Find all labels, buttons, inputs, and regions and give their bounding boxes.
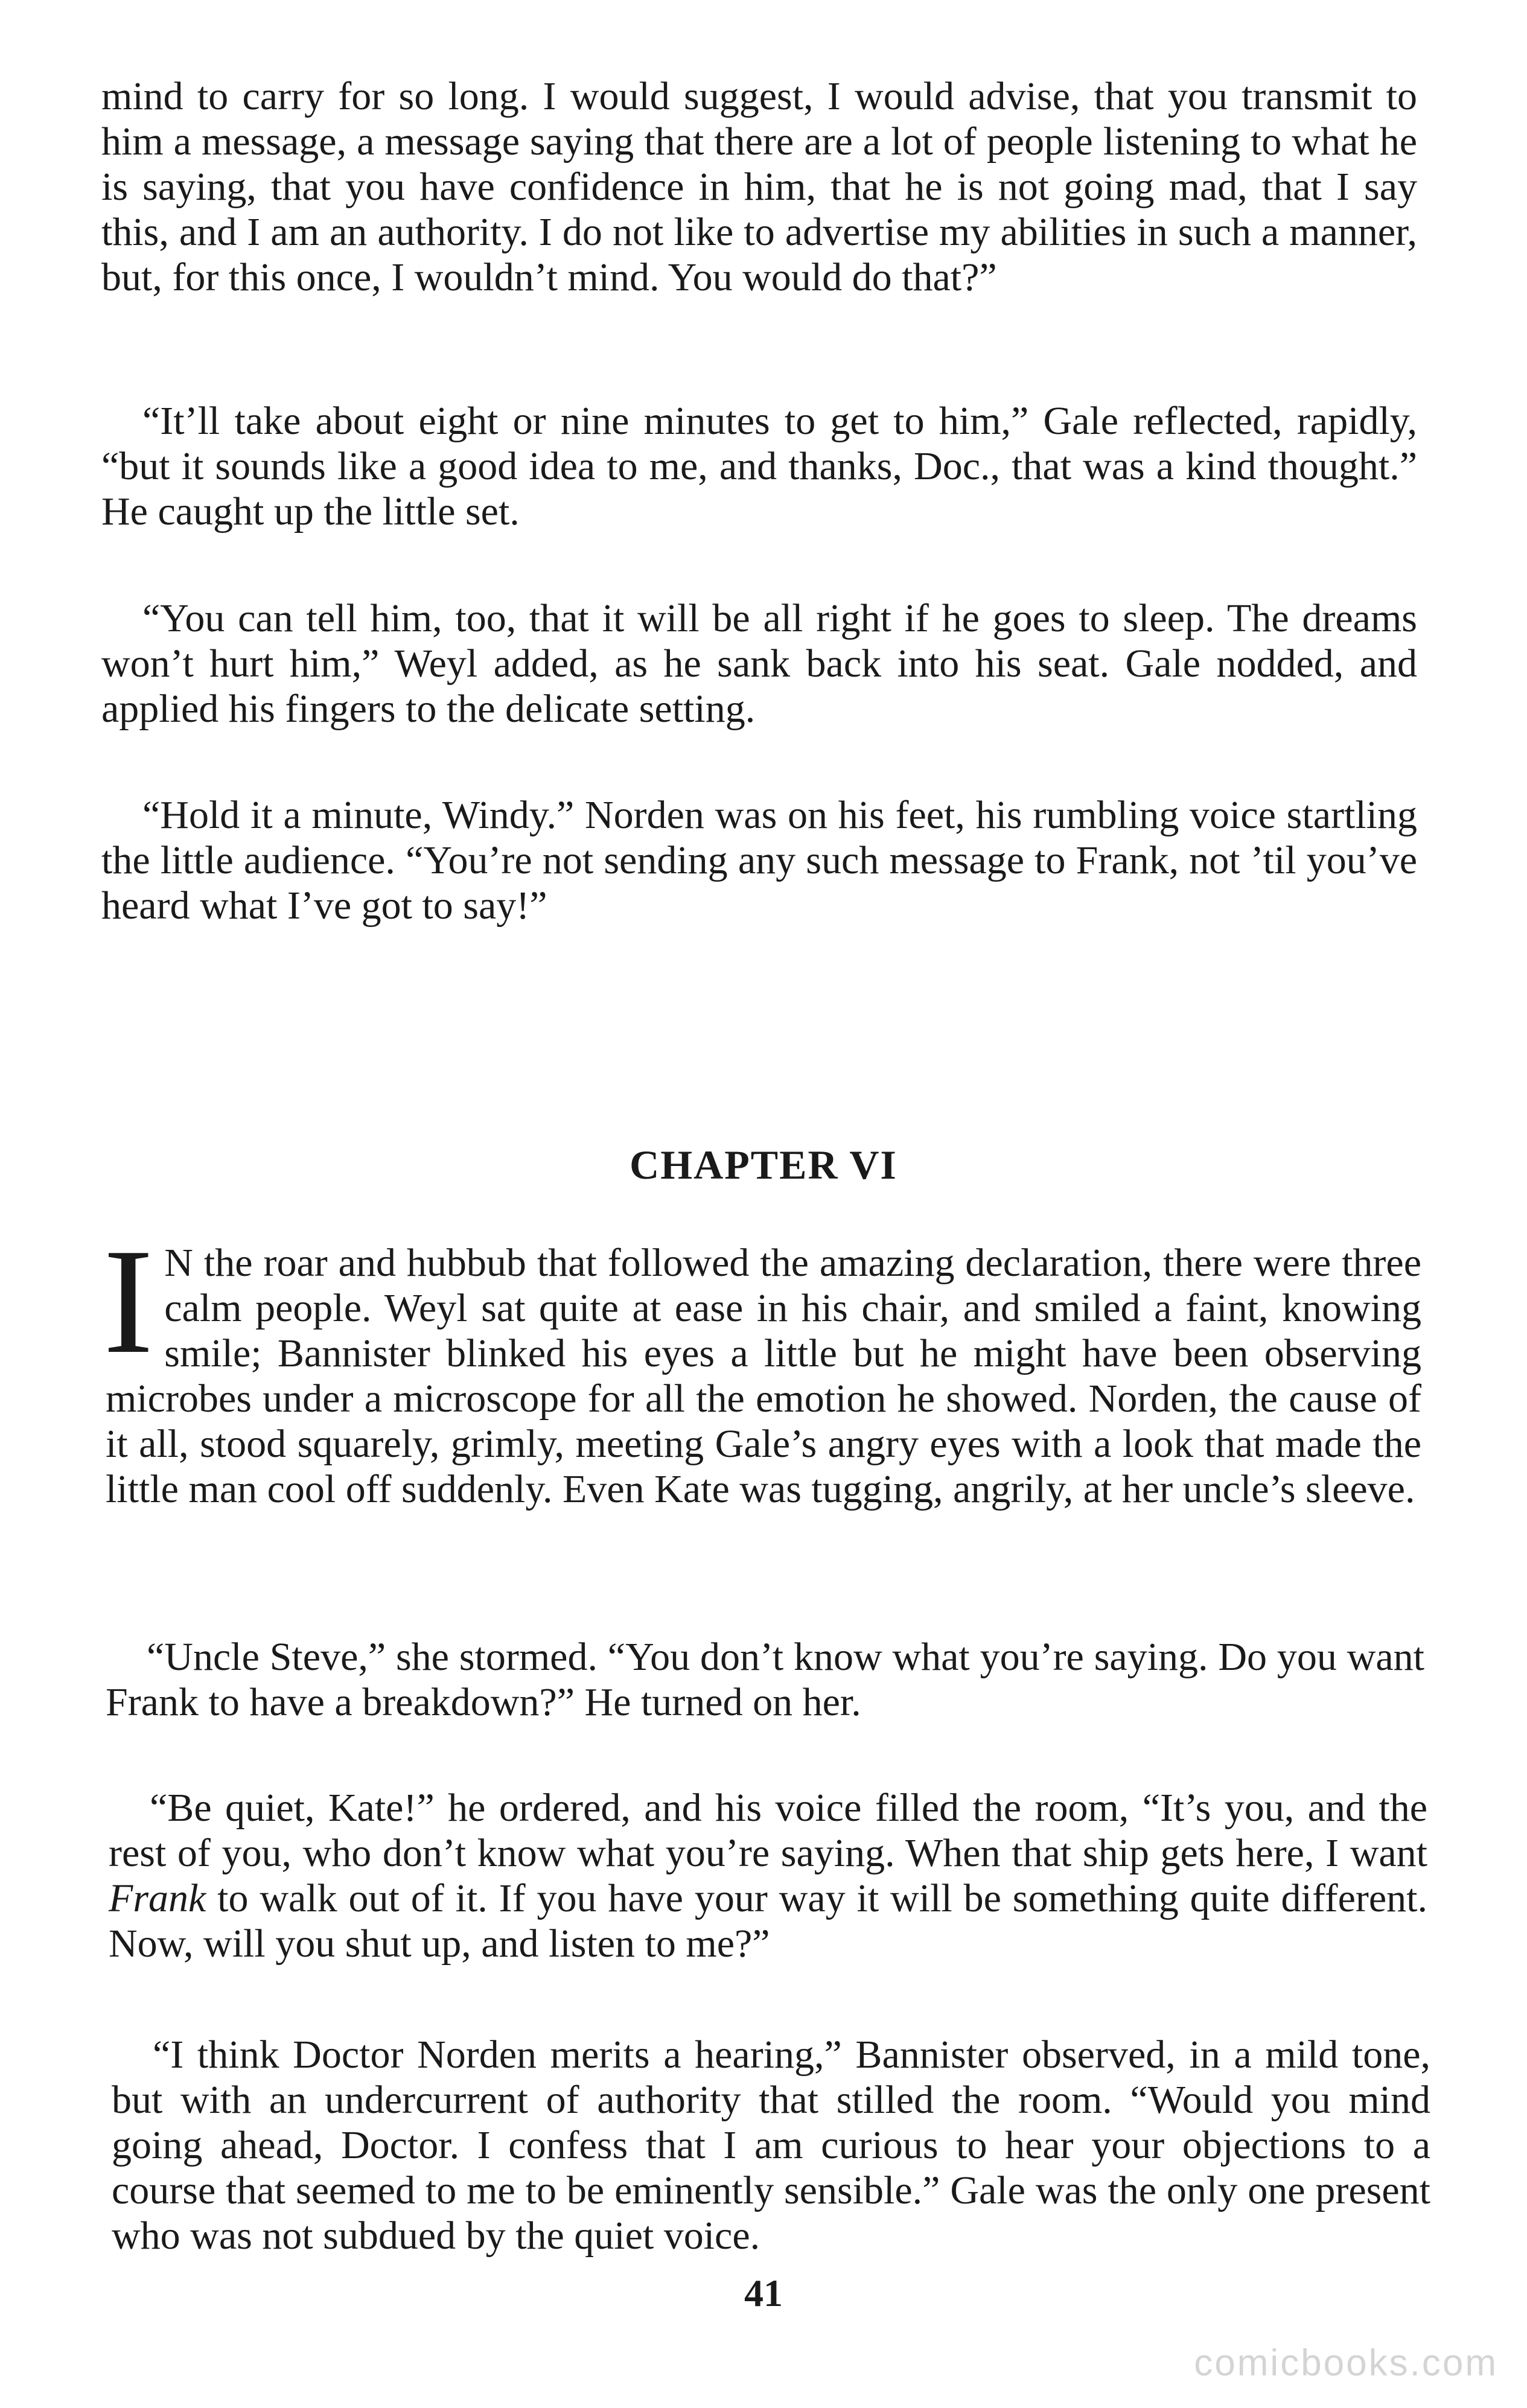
paragraph-4: “Hold it a minute, Windy.” Norden was on his feet, his rumbling voice startling the little audience. “You’re not sending any such message to Frank, not ’til you’ve heard what I’ve got to say!” [101,793,1417,928]
paragraph-2: “It’ll take about eight or nine minutes to get to him,” Gale reflected, rapidly, “but it sounds like a good idea to me, and thanks, Doc., that was a kind thought.” He caught up the little set. [101,399,1417,534]
paragraph-8: “I think Doctor Norden merits a hearing,” Bannister observed, in a mild tone, but with an undercurrent of authority that stilled the room. “Would you mind going ahead, Doctor. I confess that I am curious to hear your objections to a course that seemed to me to be eminently sensible.” Gale was the only one present who was not subdued by the quiet voice. [112,2033,1430,2258]
drop-cap: I [103,1218,154,1385]
paragraph-5 [103,1218,1421,1512]
paragraph-5-text: N the roar and hubbub that followed the amazing declaration, there were three calm people. Weyl sat quite at ease in his chair, and smiled a faint, knowing smile; Bannister blinked his eyes a little but he might have been observing microbes under a microscope for all the emotion he showed. Norden, the cause of it all, stood squarely, grimly, meeting Gale’s angry eyes with a look that made the little man cool off suddenly. Even Kate was tugging, angrily, at her uncle’s sleeve. [106,1241,1421,1511]
emphasis-frank: Frank [109,1876,206,1920]
paragraph-7 [109,1785,1427,1966]
watermark: comicbooks.com [1194,2342,1498,2384]
paragraph-7-part-1: “Be quiet, Kate!” he ordered, and his voice filled the room, “It’s you, and the rest of you, who don’t know what you’re saying. When that ship gets here, I want [109,1786,1427,1875]
chapter-heading: CHAPTER VI [630,1142,897,1188]
page-number: 41 [744,2272,783,2314]
paragraph-1: mind to carry for so long. I would suggest, I would advise, that you transmit to him a message, a message saying that there are a lot of people listening to what he is saying, that you have confidence in him, that he is not going mad, that I say this, and I am an authority. I do not like to advertise my abilities in such a manner, but, for this once, I wouldn’t mind. You would do that?” [101,74,1417,299]
paragraph-7-part-2: to walk out of it. If you have your way it will be something quite different. Now, will you shut up, and listen to me?” [109,1876,1427,1966]
paragraph-3: “You can tell him, too, that it will be all right if he goes to sleep. The dreams won’t hurt him,” Weyl added, as he sank back into his seat. Gale nodded, and applied his fingers to the delicate setting. [101,596,1417,731]
paragraph-6: “Uncle Steve,” she stormed. “You don’t know what you’re saying. Do you want Frank to have a breakdown?” He turned on her. [106,1635,1424,1724]
